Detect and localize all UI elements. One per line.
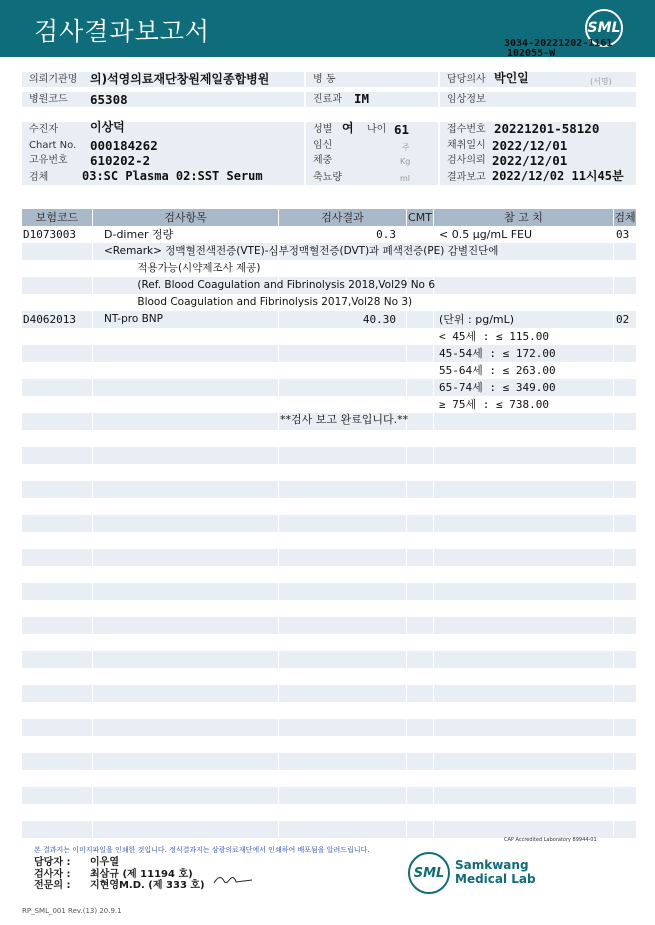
specimen-label: 검체	[29, 172, 49, 183]
collect-label: 채취일시	[447, 140, 486, 151]
code-value: 65308	[90, 92, 128, 107]
doctor-sign: (서명)	[590, 77, 612, 86]
th-item: 검사항목	[93, 209, 278, 226]
cell-ref: ≥ 75세 : ≤ 738.00	[439, 398, 549, 411]
specimen-value: 03:SC Plasma 02:SST Serum	[82, 169, 263, 183]
clinical-label: 임상정보	[444, 92, 492, 107]
cell-ref: < 0.5 μg/mL FEU	[439, 228, 533, 241]
collect-value: 2022/12/01	[492, 138, 568, 153]
results-table	[22, 209, 636, 837]
signature-icon	[212, 871, 256, 887]
table-stripe	[22, 617, 636, 634]
specialist-label: 전문의 :	[34, 880, 71, 891]
table-stripe	[22, 685, 636, 702]
preg-label: 임신	[313, 140, 333, 151]
patient-value: 이상덕	[90, 120, 125, 134]
cell-item: Blood Coagulation and Fibrinolysis 2017,Vol28 No 3)	[104, 296, 413, 308]
table-stripe	[22, 481, 636, 498]
cell-ref: 55-64세 : ≤ 263.00	[439, 364, 556, 377]
id-label: 고유번호	[29, 155, 68, 166]
dept-value: IM	[354, 91, 370, 106]
report-label: 결과보고	[447, 172, 486, 183]
org-label: 의뢰기관명	[26, 72, 86, 87]
dept-label: 진료과	[310, 92, 350, 107]
org-value: 의)석영의료재단창원제일종합병원	[90, 72, 270, 86]
report-title: 검사결과보고서	[34, 17, 211, 46]
table-stripe	[22, 549, 636, 566]
table-stripe	[22, 787, 636, 804]
preg-unit: 주	[402, 143, 410, 152]
cell-item: (Ref. Blood Coagulation and Fibrinolysis 2018,Vol29 No 6	[104, 279, 436, 291]
patient-label: 수진자	[29, 124, 58, 135]
cell-spec: 02	[616, 313, 630, 326]
report-value: 2022/12/02 11시45분	[492, 169, 624, 183]
lab-name-1: Samkwang	[455, 858, 529, 872]
cell-item: 적용가능(시약제조사 제공)	[104, 262, 261, 274]
sex-label: 성별	[313, 124, 333, 135]
id-value: 610202-2	[90, 153, 151, 168]
table-stripe	[22, 821, 636, 838]
cell-result: 0.3	[376, 228, 396, 241]
table-stripe	[22, 753, 636, 770]
cell-code: D4062013	[23, 313, 76, 326]
cell-spec: 03	[616, 228, 630, 241]
table-stripe	[22, 515, 636, 532]
th-cmt: CMT	[408, 211, 432, 224]
cell-ref: 65-74세 : ≤ 349.00	[439, 381, 556, 394]
doc-number-2: 102055-W	[507, 48, 556, 59]
ward-label: 병 동	[310, 72, 350, 87]
doctor-label: 담당의사	[444, 72, 492, 87]
table-stripe	[22, 447, 636, 464]
chart-value: 000184262	[90, 138, 158, 153]
sml-logo-icon: SML	[585, 9, 623, 47]
th-code: 보험코드	[22, 209, 92, 226]
table-stripe	[22, 583, 636, 600]
age-label: 나이	[367, 124, 387, 135]
doctor-value: 박인일	[494, 71, 529, 85]
tester-value: 최삼규 (제 11194 호)	[90, 869, 193, 880]
specialist-value: 지현영M.D. (제 333 호)	[90, 880, 205, 891]
request-value: 2022/12/01	[492, 153, 568, 168]
notice-text: 본 결과지는 이미지파일을 인쇄한 것입니다. 정식결과지는 삼광의료재단에서 인쇄하여 배포됨을 알려드립니다.	[34, 846, 370, 854]
chart-label: Chart No.	[29, 140, 77, 151]
urine-label: 축뇨량	[313, 172, 342, 183]
column-divider	[433, 209, 434, 837]
table-stripe	[22, 719, 636, 736]
doc-number: 3034-20221202-1161	[504, 38, 613, 49]
table-stripe	[22, 651, 636, 668]
th-ref: 참 고 치	[434, 209, 613, 226]
manager-label: 담당자 :	[34, 857, 71, 868]
cap-text: CAP Accredited Laboratory 89944-01	[504, 837, 597, 843]
th-specimen: 검체	[614, 211, 636, 224]
weight-label: 체중	[313, 155, 333, 166]
manager-value: 이우열	[90, 857, 119, 868]
weight-unit: Kg	[400, 157, 411, 166]
sex-value: 여	[342, 121, 354, 135]
cell-ref: < 45세 : ≤ 115.00	[439, 330, 549, 343]
cell-result: 40.30	[362, 313, 396, 326]
receipt-value: 20221201-58120	[494, 121, 600, 136]
column-divider	[92, 209, 93, 837]
revision: RP_SML_001 Rev.(13) 20.9.1	[22, 907, 122, 915]
column-divider	[613, 209, 614, 837]
cell-item: D-dimer 정량	[104, 228, 174, 241]
age-value: 61	[394, 122, 410, 137]
receipt-label: 접수번호	[447, 124, 486, 135]
cell-code: D1073003	[23, 228, 76, 241]
report-complete-note: **검사 보고 완료입니다.**	[280, 413, 409, 426]
cell-ref: 45-54세 : ≤ 172.00	[439, 347, 556, 360]
request-label: 검사의뢰	[447, 155, 486, 166]
cell-ref: (단위 : pg/mL)	[439, 313, 515, 326]
th-result: 검사결과	[279, 209, 406, 226]
lab-name-2: Medical Lab	[455, 872, 536, 886]
tester-label: 검사자 :	[34, 869, 71, 880]
urine-unit: ml	[400, 174, 411, 183]
code-label: 병원코드	[26, 92, 86, 107]
samkwang-logo-icon: SML	[408, 852, 450, 894]
cell-item: NT-pro BNP	[104, 313, 163, 325]
cell-item: <Remark> 정맥혈전색전증(VTE)-심부정맥혈전증(DVT)과 폐색전증(PE) 감별진단에	[104, 245, 499, 257]
